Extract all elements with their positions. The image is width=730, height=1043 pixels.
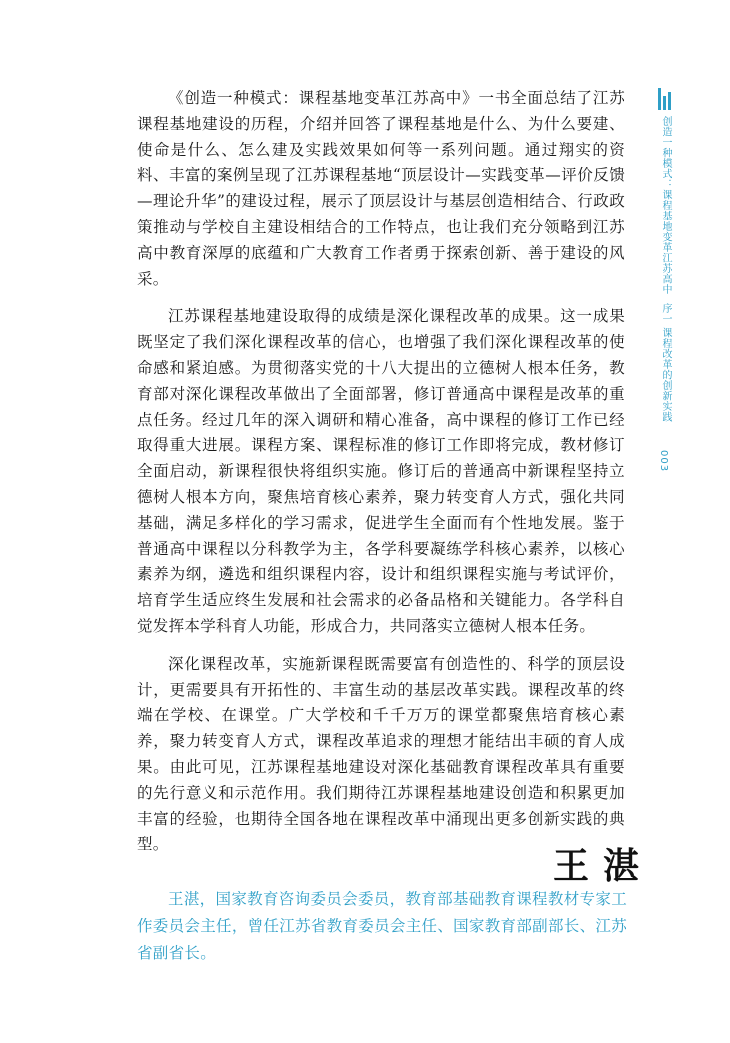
running-header-sidebar: [655, 88, 675, 488]
author-bio: 王湛，国家教育咨询委员会委员，教育部基础教育课程教材专家工作委员会主任，曾任江苏省教育委员会主任、国家教育部副部长、江苏省副省长。: [137, 890, 627, 962]
paragraph-2: 江苏课程基地建设取得的成绩是深化课程改革的成果。这一成果既坚定了我们深化课程改革的信心，也增强了我们深化课程改革的使命感和紧迫感。为贯彻落实党的十八大提出的立德树人根本任务，教育部对深化课程改革做出了全面部署，修订普通高中课程是改革的重点任务。经过几年的深入调研和精心准备，高中课程的修订工作已经取得重大进展。课程方案、课程标准的修订工作即将完成，教材修订全面启动，新课程很快将组织实施。修订后的普通高中新课程坚持立德树人根本方向，聚焦培育核心素养，聚力转变育人方式，强化共同基础，满足多样化的学习需求，促进学生全面而有个性地发展。鉴于普通高中课程以分科教学为主，各学科要凝练学科核心素养，以核心素养为纲，遴选和组织课程内容，设计和组织课程实施与考试评价，培育学生适应终生发展和社会需求的必备品格和关键能力。各学科自觉发挥本学科育人功能，形成合力，共同落实立德树人根本任务。: [137, 307, 625, 635]
main-text: [137, 86, 625, 858]
paragraph-3: 深化课程改革，实施新课程既需要富有创造性的、科学的顶层设计，更需要具有开拓性的、丰富生动的基层改革实践。课程改革的终端在学校、在课堂。广大学校和千千万万的课堂都聚焦培育核心素养，聚力转变育人方式，课程改革追求的理想才能结出丰硕的育人成果。由此可见，江苏课程基地建设对深化基础教育课程改革具有重要的先行意义和示范作用。我们期待江苏课程基地建设创造和积累更加丰富的经验，也期待全国各地在课程改革中涌现出更多创新实践的典型。: [137, 654, 625, 854]
sidebar-book-title: 创造一种模式：课程基地变革江苏高中: [660, 116, 671, 295]
logo-bars-icon: [658, 88, 674, 110]
sidebar-part-title: 序一 课程改革的创新实践: [660, 303, 671, 423]
author-signature: 王湛: [553, 845, 654, 887]
page-number: 003: [658, 450, 669, 473]
paragraph-1: 《创造一种模式：课程基地变革江苏高中》一书全面总结了江苏课程基地建设的历程，介绍并回答了课程基地是什么、为什么要建、使命是什么、怎么建及实践效果如何等一系列问题。通过翔实的资料、丰富的案例呈现了江苏课程基地“顶层设计—实践变革—评价反馈—理论升华”的建设过程，展示了顶层设计与基层创造相结合、行政政策推动与学校自主建设相结合的工作特点，也让我们充分领略到江苏高中教育深厚的底蕴和广大教育工作者勇于探索创新、善于建设的风采。: [137, 89, 625, 288]
